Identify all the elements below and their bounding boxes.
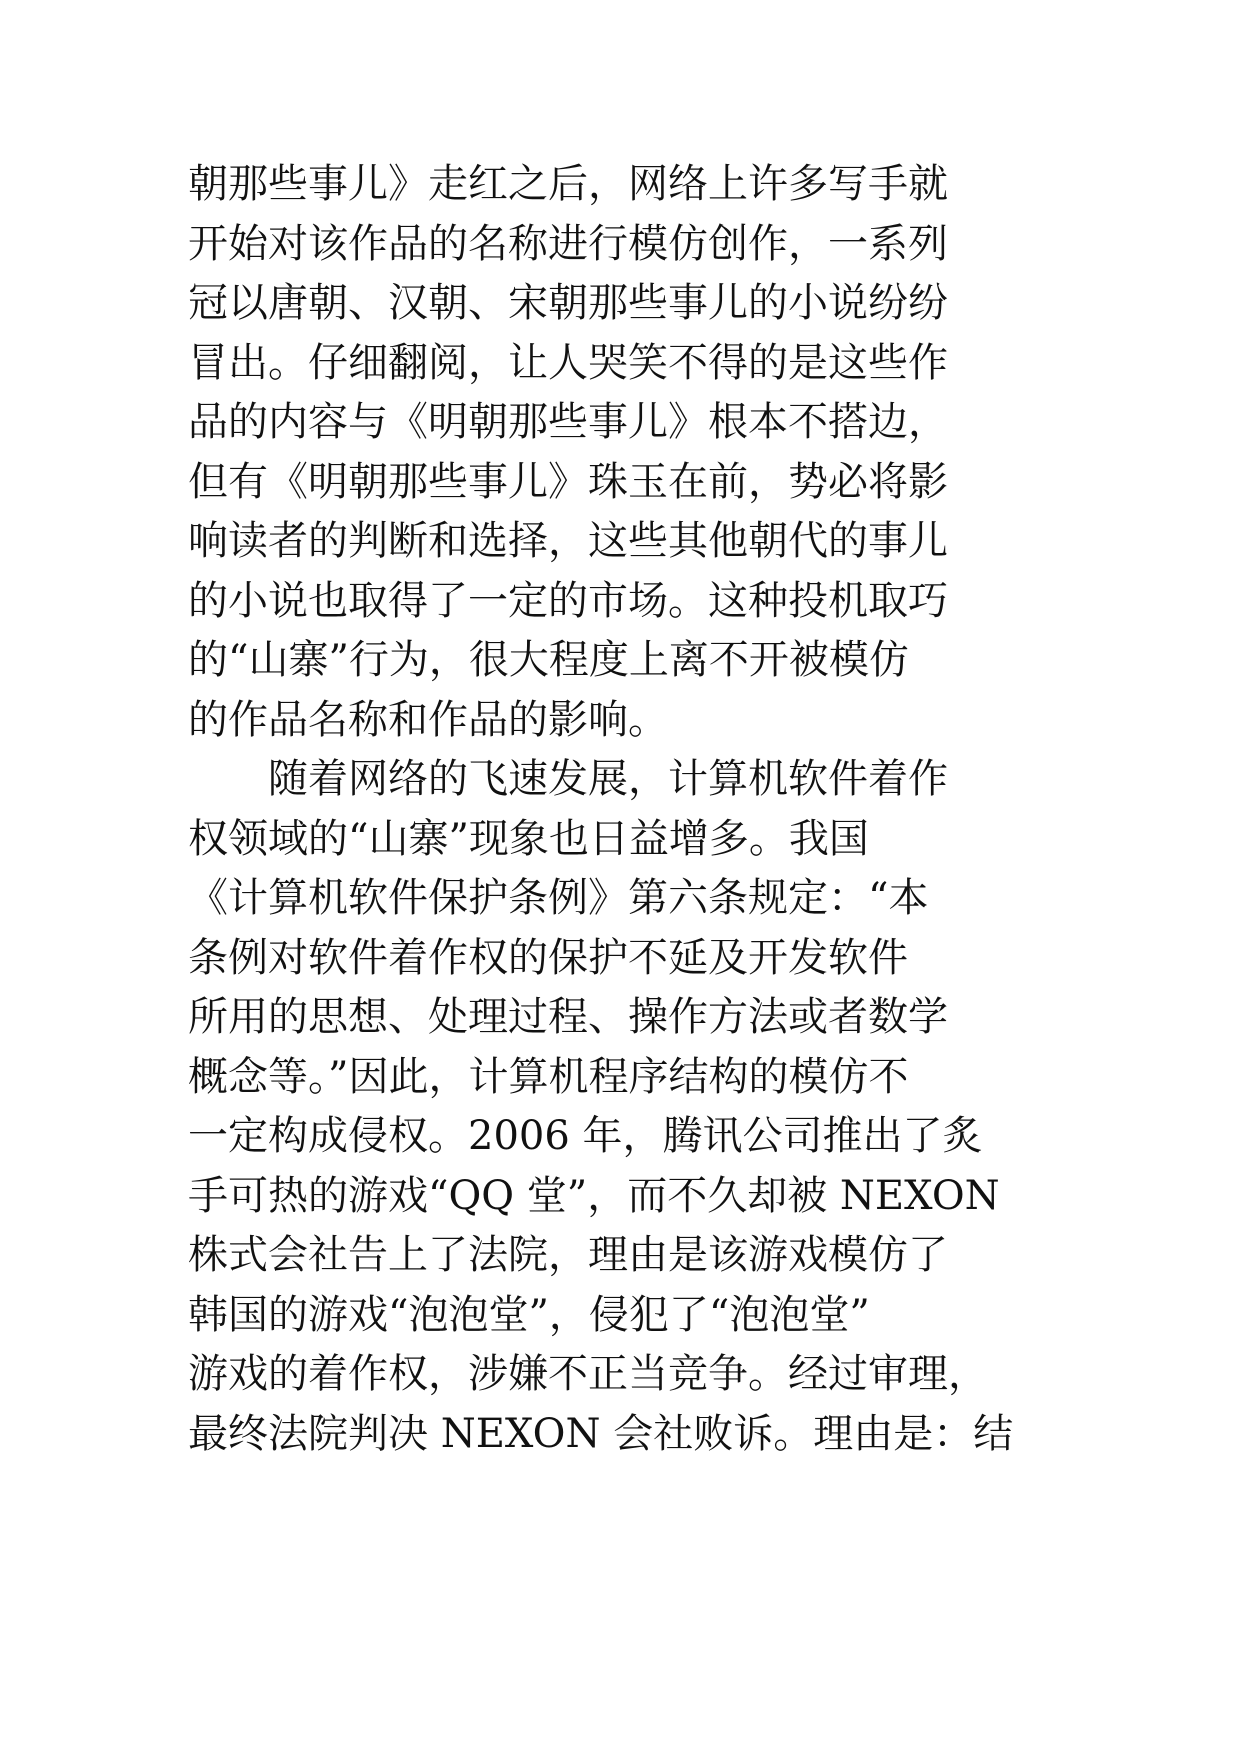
text-line: 冒出。仔细翻阅，让人哭笑不得的是这些作 [188,339,948,386]
text-line: 的作品名称和作品的影响。 [188,696,668,743]
text-line: 所用的思想、处理过程、操作方法或者数学 [188,994,948,1040]
body-text [188,155,1058,1464]
text-line: 株式会社告上了法院，理由是该游戏模仿了 [188,1232,948,1278]
text-line: 冠以唐朝、汉朝、宋朝那些事儿的小说纷纷 [188,280,948,326]
text-line: 游戏的着作权，涉嫌不正当竞争。经过审理， [188,1351,988,1397]
text-line: 但有《明朝那些事儿》珠玉在前，势必将影 [188,458,948,505]
text-line: 手可热的游戏“QQ 堂”，而不久却被 NEXON [188,1172,1000,1219]
text-line: 品的内容与《明朝那些事儿》根本不搭边， [188,399,948,445]
text-line: 概念等。”因此，计算机程序结构的模仿不 [188,1053,909,1100]
text-line: 响读者的判断和选择，这些其他朝代的事儿 [188,518,948,564]
text-line: 最终法院判决 NEXON 会社败诉。理由是：结 [188,1410,1014,1457]
text-line: 一定构成侵权。2006 年，腾讯公司推出了炙 [188,1113,983,1159]
text-line: 开始对该作品的名称进行模仿创作，一系列 [188,220,948,267]
text-line: 的小说也取得了一定的市场。这种投机取巧 [188,577,948,624]
text-line: 《计算机软件保护条例》第六条规定：“本 [188,875,929,921]
text-line: 随着网络的飞速发展，计算机软件着作 [188,756,948,802]
text-line: 权领域的“山寨”现象也日益增多。我国 [188,815,869,862]
text-line: 的“山寨”行为，很大程度上离不开被模仿 [188,637,909,683]
text-line: 条例对软件着作权的保护不延及开发软件 [188,934,908,981]
text-line: 韩国的游戏“泡泡堂”，侵犯了“泡泡堂” [188,1291,870,1338]
text-line: 朝那些事儿》走红之后，网络上许多写手就 [188,161,948,207]
